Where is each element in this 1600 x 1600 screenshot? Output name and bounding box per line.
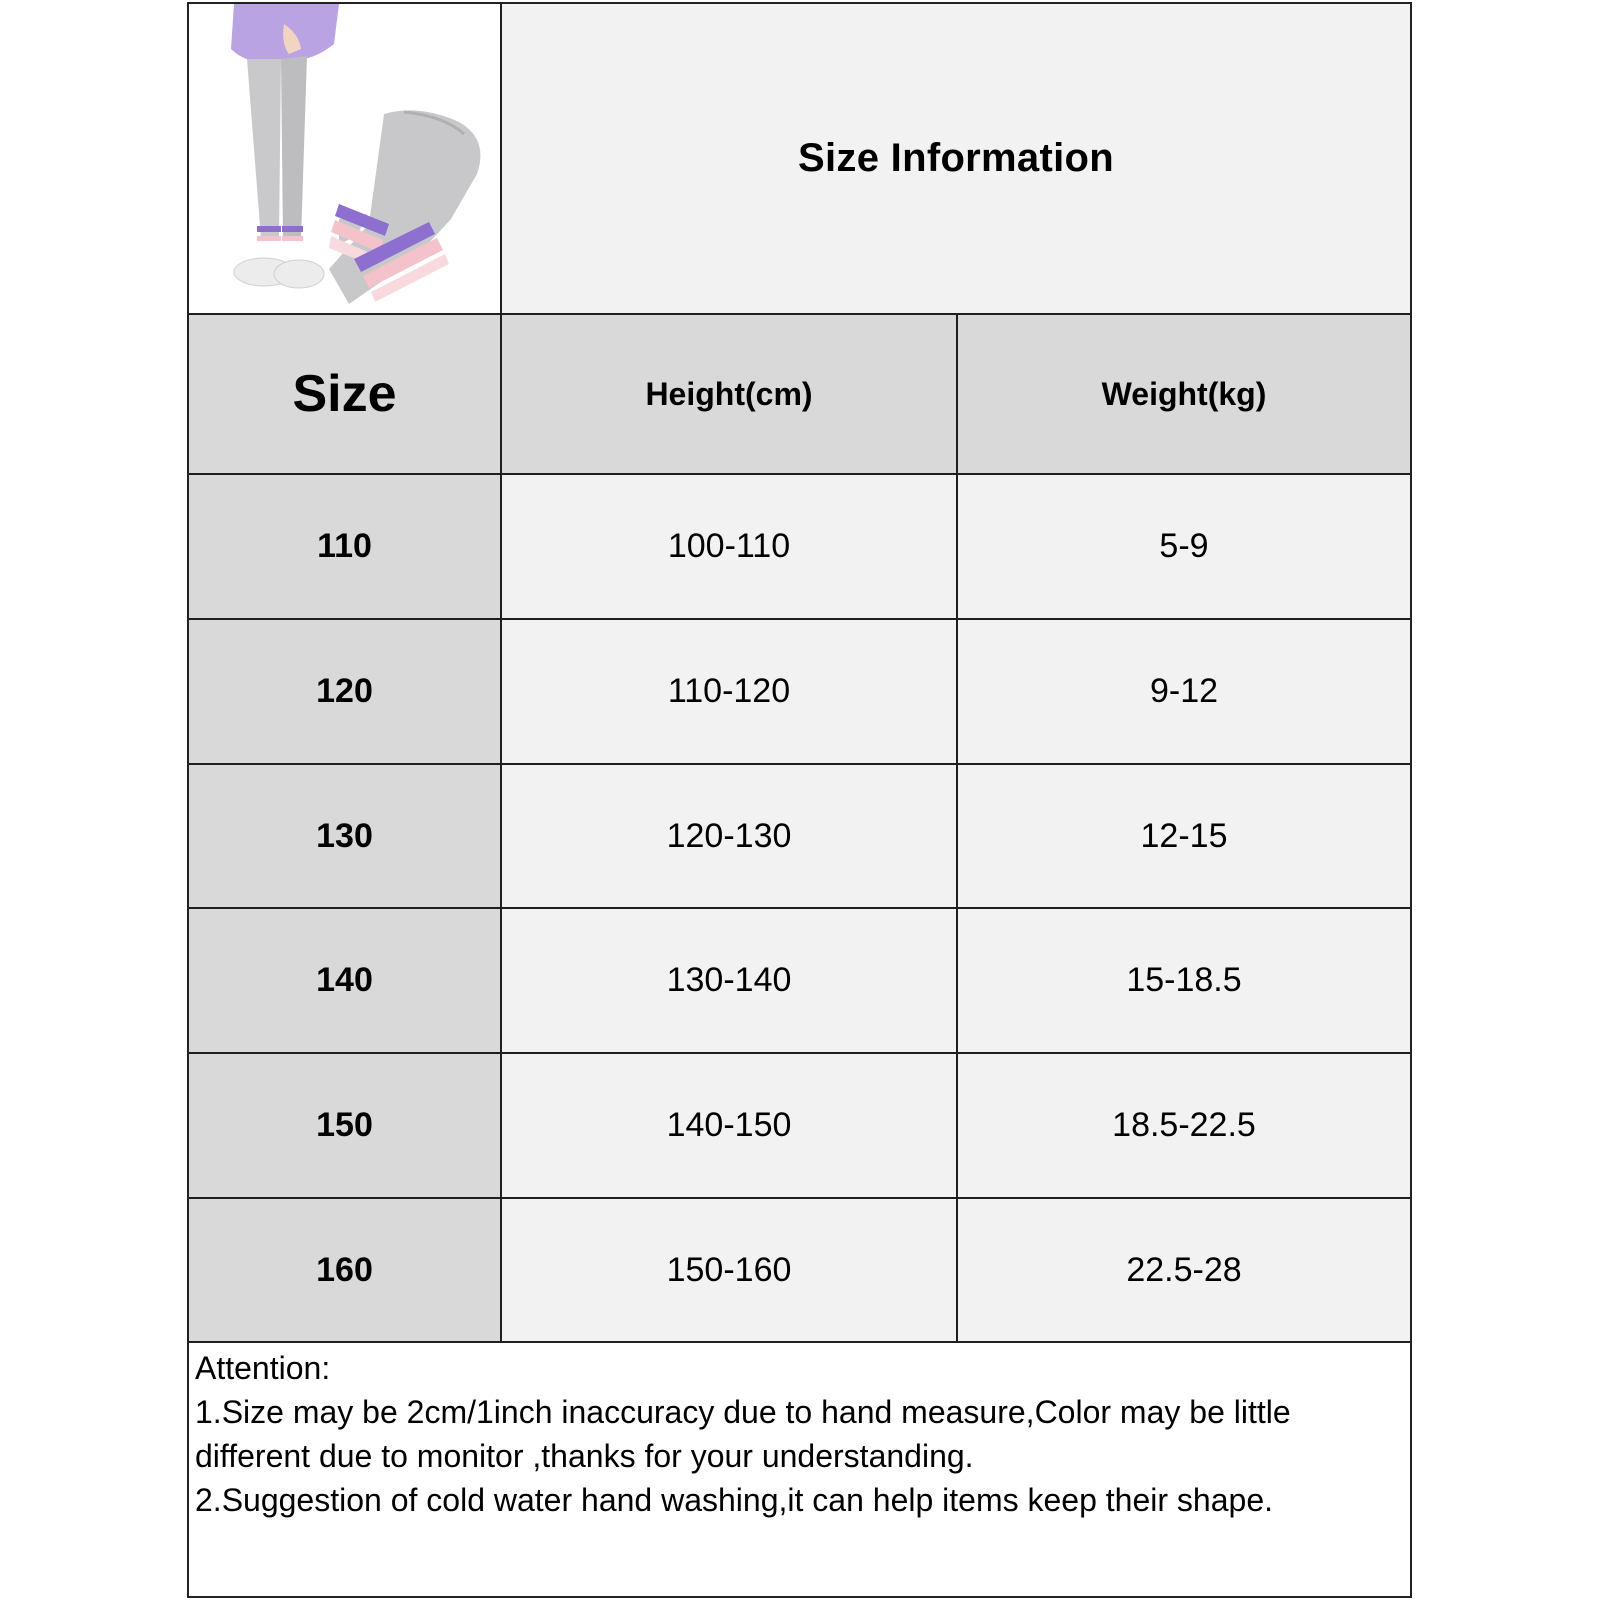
weight-value: 15-18.5: [1126, 961, 1242, 999]
header-height-cell: [502, 315, 956, 473]
height-value: 110-120: [667, 672, 791, 710]
attention-line: 1.Size may be 2cm/1inch inaccuracy due to hand measure,Color may be little: [195, 1394, 1291, 1430]
attention-line: different due to monitor ,thanks for your understanding.: [195, 1438, 974, 1474]
header-weight-cell: [958, 315, 1410, 473]
size-chart: [187, 2, 1412, 1598]
weight-value: 22.5-28: [1126, 1250, 1242, 1289]
size-value: 120: [316, 672, 373, 710]
height-value: 130-140: [666, 961, 792, 999]
table-row: [189, 909, 500, 1052]
weight-cell: [958, 475, 1410, 618]
attention-heading: Attention:: [195, 1350, 331, 1386]
height-cell: [502, 909, 956, 1052]
size-value: 160: [316, 1250, 373, 1289]
attention-notes: [195, 1346, 1395, 1522]
table-row: [189, 1199, 500, 1341]
divider: [189, 618, 1410, 620]
height-value: 150-160: [666, 1250, 792, 1289]
table-row: [189, 620, 500, 763]
divider: [500, 4, 502, 1343]
divider: [189, 1197, 1410, 1199]
divider: [189, 313, 1410, 315]
size-value: 110: [317, 527, 372, 565]
divider: [189, 907, 1410, 909]
height-value: 140-150: [666, 1106, 792, 1144]
height-cell: [502, 620, 956, 763]
title-cell: [502, 4, 1410, 313]
weight-value: 12-15: [1140, 816, 1228, 855]
divider: [956, 315, 958, 1343]
table-row: [189, 1054, 500, 1197]
weight-value: 9-12: [1149, 672, 1219, 710]
size-value: 130: [316, 816, 373, 855]
divider: [189, 473, 1410, 475]
header-weight: Weight(kg): [1101, 375, 1267, 412]
height-cell: [502, 765, 956, 907]
divider: [189, 1052, 1410, 1054]
weight-cell: [958, 1199, 1410, 1341]
weight-cell: [958, 765, 1410, 907]
girls-striped-leggings-icon: [189, 4, 500, 313]
weight-cell: [958, 909, 1410, 1052]
table-row: [189, 475, 500, 618]
weight-value: 5-9: [1159, 527, 1209, 565]
divider: [189, 763, 1410, 765]
height-cell: [502, 475, 956, 618]
height-value: 100-110: [667, 527, 791, 565]
weight-cell: [958, 620, 1410, 763]
product-image: [189, 4, 500, 313]
header-size-cell: [189, 315, 500, 473]
height-cell: [502, 1054, 956, 1197]
header-size: Size: [292, 365, 397, 423]
table-row: [189, 765, 500, 907]
divider: [189, 1341, 1410, 1343]
weight-cell: [958, 1054, 1410, 1197]
attention-line: 2.Suggestion of cold water hand washing,it can help items keep their shape.: [195, 1482, 1273, 1518]
height-value: 120-130: [666, 816, 792, 855]
height-cell: [502, 1199, 956, 1341]
size-value: 150: [316, 1106, 373, 1144]
weight-value: 18.5-22.5: [1112, 1106, 1256, 1144]
page-title: Size Information: [798, 136, 1114, 180]
header-height: Height(cm): [645, 375, 813, 412]
size-value: 140: [316, 961, 373, 999]
